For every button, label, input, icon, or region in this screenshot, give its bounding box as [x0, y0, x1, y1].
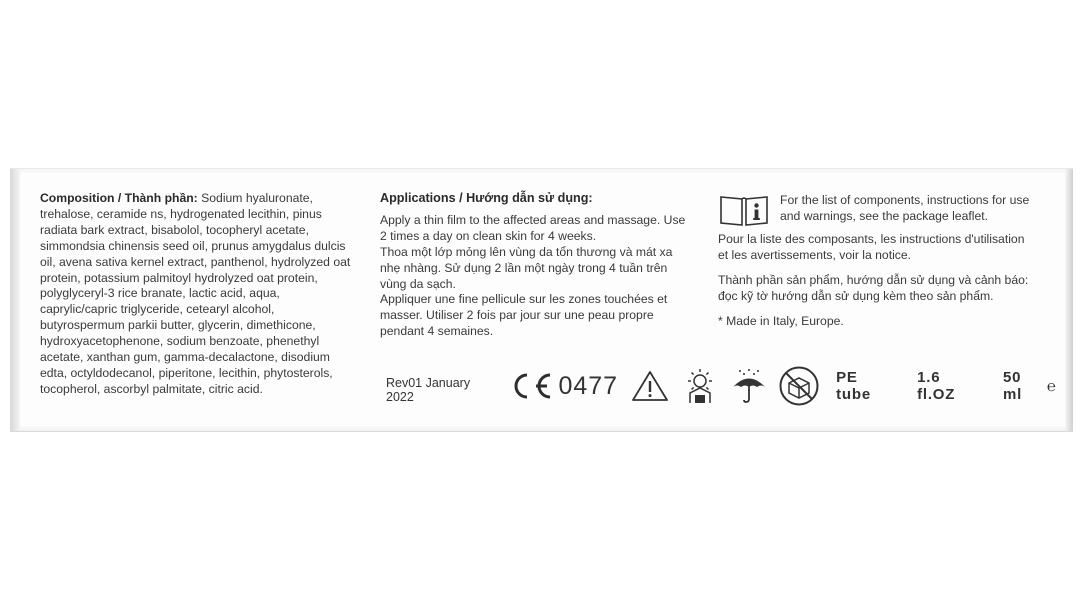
leaflet-row	[718, 193, 1038, 227]
composition-text: Sodium hyaluronate, trehalose, ceramide ns, hydrogenated lecithin, pinus radiata bark extract, bisabolol, tocopheryl acetate, simmondsia chinensis seed oil, prunus amygdalus dulcis oil, avena sativa kernel extract, panthenol, hydrolyzed oat protein, potassium palmitoyl hydrolyzed oat protein, polyglyceryl-3 rice branate, lactic acid, aqua, caprylic/capric triglyceride, cetearyl alcohol, butyrospermum parkii butter, glycerin, dimethicone, hydroxyacetophenone, sodium benzoate, phenethyl acetate, xanthan gum, gamma-decalactone, disodium edta, octyldodecanol, piperitone, lecithin, phytosterols, tocopherol, ascorbyl palmitate, citric acid.	[40, 191, 351, 396]
composition-section	[40, 191, 360, 398]
ce-mark	[508, 371, 618, 401]
box-right-edge	[1065, 169, 1073, 431]
box-left-edge	[10, 169, 20, 431]
info-section	[718, 193, 1038, 330]
info-vietnamese: Thành phần sản phẩm, hướng dẫn sử dụng và cảnh báo: đọc kỹ tờ hướng dẫn sử dụng kèm theo sản phẩm.	[718, 272, 1029, 303]
damaged-package-symbol	[778, 365, 820, 407]
material-text: PE tube	[836, 369, 871, 403]
keep-dry-umbrella-icon	[730, 368, 768, 404]
leaflet-info-icon	[718, 193, 770, 227]
do-not-use-if-damaged-icon	[778, 365, 820, 407]
origin-text: * Made in Italy, Europe.	[718, 313, 844, 328]
keep-away-from-sunlight-icon	[680, 367, 720, 405]
applications-heading: Applications / Hướng dẫn sử dụng:	[380, 191, 593, 205]
composition-heading: Composition / Thành phần:	[40, 191, 198, 205]
symbols-row	[386, 364, 1056, 408]
applications-vietnamese: Thoa một lớp mỏng lên vùng da tổn thương và mát xa nhẹ nhàng. Sử dụng 2 lần một ngày trong 4 tuần trên vùng da sạch.	[380, 244, 673, 291]
warning-symbol	[630, 369, 670, 403]
ce-notified-body-code: 0477	[558, 371, 619, 400]
estimated-sign-icon: ℮	[1046, 377, 1056, 395]
applications-french: Appliquer une fine pellicule sur les zones touchées et masser. Utiliser 2 fois par jour sur une peau propre pendant 4 semaines.	[380, 292, 668, 339]
warning-triangle-icon	[630, 369, 670, 403]
keep-dry-symbol	[730, 368, 768, 404]
volume-ml-text: 50 ml	[1002, 369, 1023, 403]
applications-section	[380, 191, 695, 340]
info-french: Pour la liste des composants, les instructions d'utilisation et les avertissements, voir la notice.	[718, 232, 1025, 262]
volume-floz-text: 1.6 fl.OZ	[917, 369, 956, 403]
sunlight-symbol	[680, 367, 720, 405]
ce-mark-icon	[508, 371, 554, 401]
info-english: For the list of components, instructions for use and warnings, see the package leaflet.	[780, 193, 1030, 223]
revision-text: Rev01 January 2022	[386, 376, 471, 404]
applications-english: Apply a thin film to the affected areas and massage. Use 2 times a day on clean skin for 4 weeks.	[380, 212, 686, 243]
